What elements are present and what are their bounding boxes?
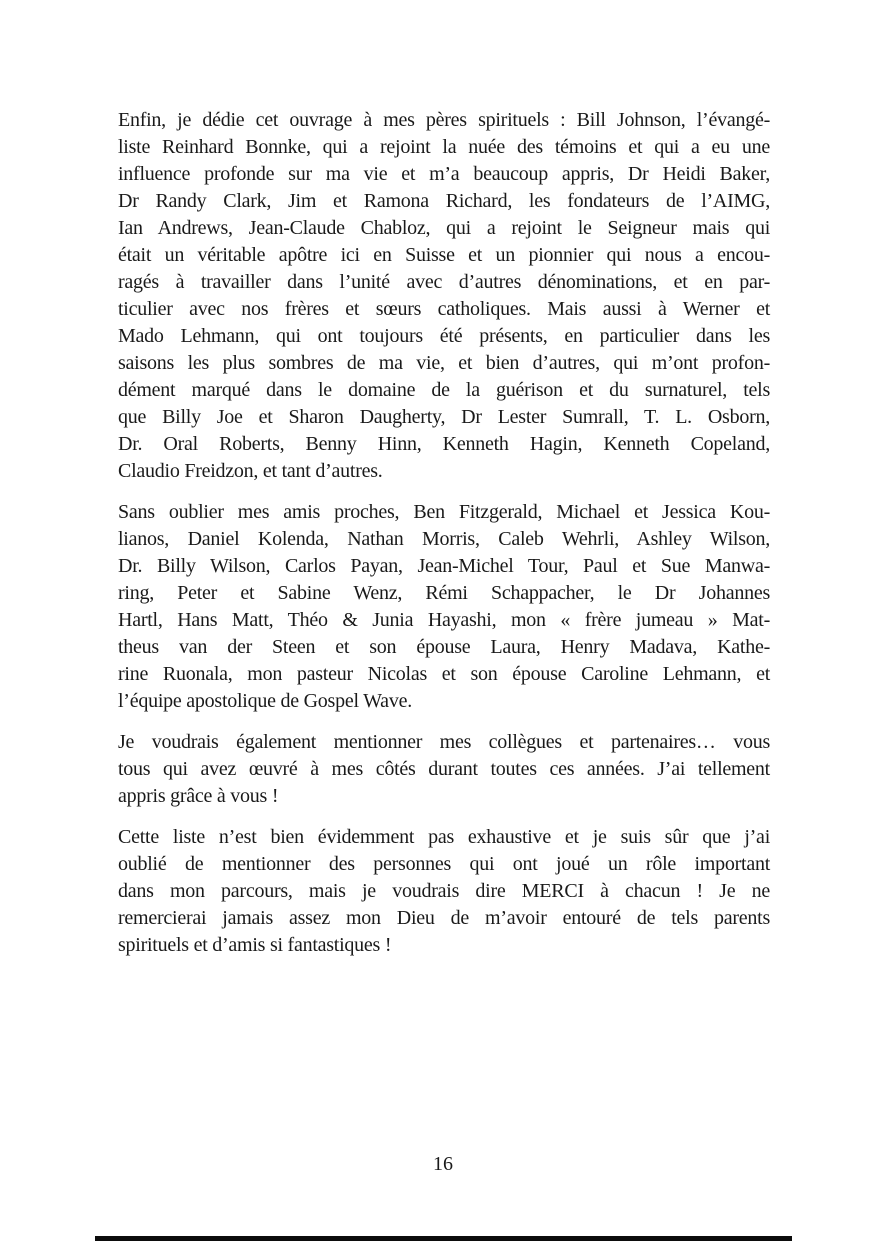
paragraph — [118, 107, 770, 485]
paragraph — [118, 824, 770, 959]
text-line: Sans oublier mes amis proches, Ben Fitzgerald, Michael et Jessica Kou- — [118, 501, 770, 523]
paragraph — [118, 729, 770, 810]
page-number: 16 — [433, 1153, 453, 1175]
text-line: dans mon parcours, mais je voudrais dire MERCI à chacun ! Je ne — [118, 880, 770, 902]
text-line: Dr. Billy Wilson, Carlos Payan, Jean-Michel Tour, Paul et Sue Manwa- — [118, 555, 770, 577]
text-line: ragés à travailler dans l’unité avec d’autres dénominations, et en par- — [118, 271, 770, 293]
text-line: que Billy Joe et Sharon Daugherty, Dr Lester Sumrall, T. L. Osborn, — [118, 406, 770, 428]
text-line: dément marqué dans le domaine de la guérison et du surnaturel, tels — [118, 379, 770, 401]
text-line: appris grâce à vous ! — [118, 785, 279, 807]
text-line: Cette liste n’est bien évidemment pas exhaustive et je suis sûr que j’ai — [118, 826, 770, 848]
text-line: Ian Andrews, Jean-Claude Chabloz, qui a rejoint le Seigneur mais qui — [118, 217, 770, 239]
text-line: Enfin, je dédie cet ouvrage à mes pères spirituels : Bill Johnson, l’évangé- — [118, 109, 770, 131]
text-line: Dr. Oral Roberts, Benny Hinn, Kenneth Hagin, Kenneth Copeland, — [118, 433, 770, 455]
text-line: Je voudrais également mentionner mes collègues et partenaires… vous — [118, 731, 770, 753]
text-line: tous qui avez œuvré à mes côtés durant toutes ces années. J’ai tellement — [118, 758, 770, 780]
scan-artifact-bar — [95, 1236, 792, 1241]
text-line: theus van der Steen et son épouse Laura, Henry Madava, Kathe- — [118, 636, 770, 658]
text-line: saisons les plus sombres de ma vie, et bien d’autres, qui m’ont profon- — [118, 352, 770, 374]
text-line: Hartl, Hans Matt, Théo & Junia Hayashi, mon « frère jumeau » Mat- — [118, 609, 770, 631]
text-line: liste Reinhard Bonnke, qui a rejoint la nuée des témoins et qui a eu une — [118, 136, 770, 158]
text-line: ticulier avec nos frères et sœurs catholiques. Mais aussi à Werner et — [118, 298, 770, 320]
text-line: Mado Lehmann, qui ont toujours été présents, en particulier dans les — [118, 325, 770, 347]
text-line: Dr Randy Clark, Jim et Ramona Richard, les fondateurs de l’AIMG, — [118, 190, 770, 212]
text-line: l’équipe apostolique de Gospel Wave. — [118, 690, 412, 712]
text-line: rine Ruonala, mon pasteur Nicolas et son épouse Caroline Lehmann, et — [118, 663, 770, 685]
paragraph — [118, 499, 770, 715]
text-line: influence profonde sur ma vie et m’a beaucoup appris, Dr Heidi Baker, — [118, 163, 770, 185]
text-line: remercierai jamais assez mon Dieu de m’avoir entouré de tels parents — [118, 907, 770, 929]
text-line: Claudio Freidzon, et tant d’autres. — [118, 460, 383, 482]
text-line: ring, Peter et Sabine Wenz, Rémi Schappacher, le Dr Johannes — [118, 582, 770, 604]
text-block — [118, 107, 770, 973]
text-line: oublié de mentionner des personnes qui ont joué un rôle important — [118, 853, 770, 875]
text-line: spirituels et d’amis si fantastiques ! — [118, 934, 392, 956]
text-line: était un véritable apôtre ici en Suisse et un pionnier qui nous a encou- — [118, 244, 770, 266]
text-line: lianos, Daniel Kolenda, Nathan Morris, Caleb Wehrli, Ashley Wilson, — [118, 528, 770, 550]
